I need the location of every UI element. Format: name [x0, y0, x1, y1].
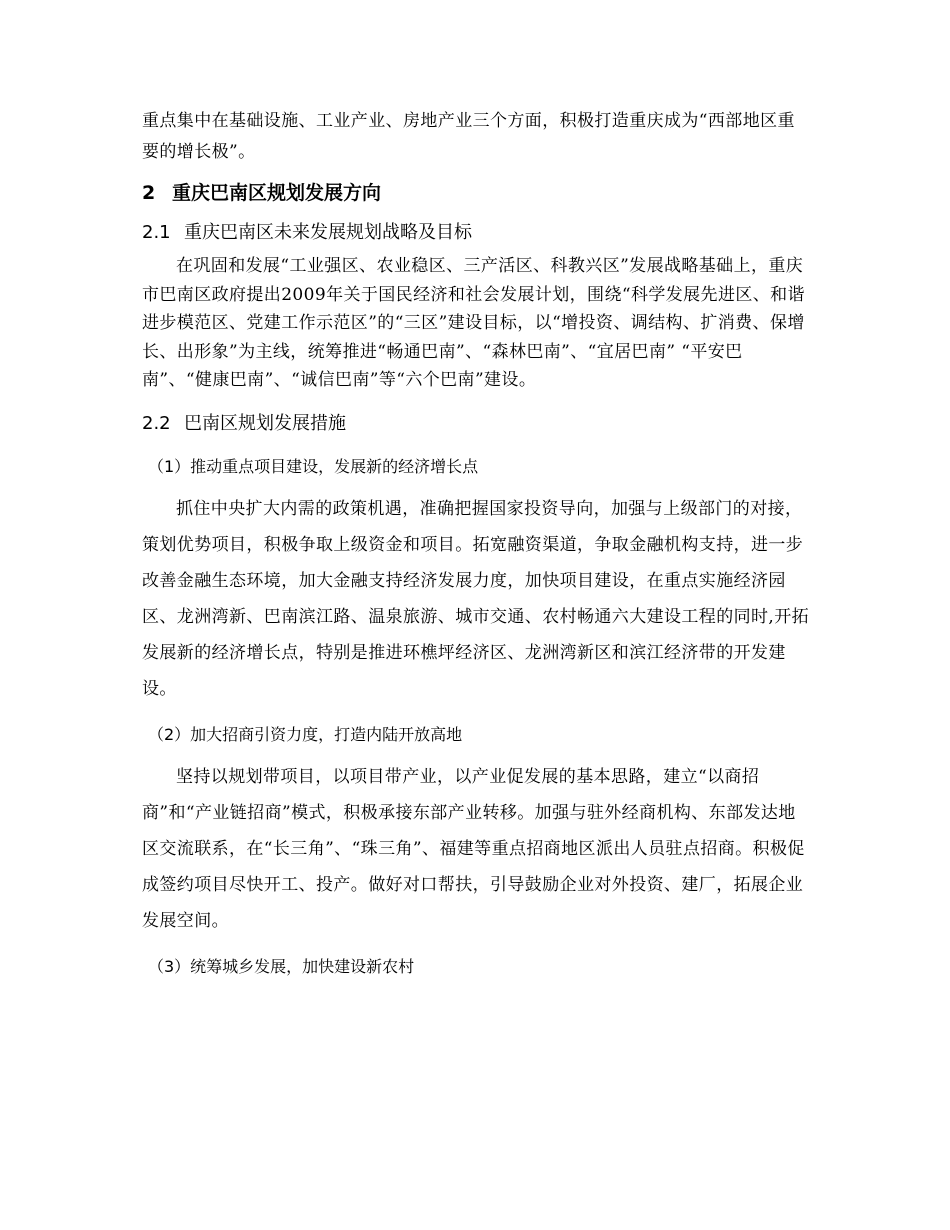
section-2-1-paragraph: 在巩固和发展“工业强区、农业稳区、三产活区、科教兴区”发展战略基础上，重庆市巴南区政府提出2009年关于国民经济和社会发展计划，围绕“科学发展先进区、和谐进步模范区、党建工作示范区”的“三区”建设目标，以“增投资、调结构、扩消费、保增长、出形象”为主线，统筹推进“畅通巴南”、“森林巴南”、“宜居巴南” “平安巴南”、“健康巴南”、“诚信巴南”等“六个巴南”建设。: [142, 256, 805, 390]
section-2-number: 2: [142, 182, 156, 204]
page-content: [142, 106, 810, 991]
section-2-title: 重庆巴南区规划发展方向: [172, 182, 382, 204]
lead-paragraph: 重点集中在基础设施、工业产业、房地产业三个方面，积极打造重庆成为“西部地区重要的增长极”。: [142, 111, 795, 162]
measure-1-paragraph: 抓住中央扩大内需的政策机遇，准确把握国家投资导向，加强与上级部门的对接，策划优势项目，积极争取上级资金和项目。拓宽融资渠道，争取金融机构支持，进一步改善金融生态环境，加大金融支持经济发展力度，加快项目建设，在重点实施经济园区、龙洲湾新、巴南滨江路、温泉旅游、城市交通、农村畅通六大建设工程的同时,开拓发展新的经济增长点，特别是推进环樵坪经济区、龙洲湾新区和滨江经济带的开发建设。: [142, 498, 810, 699]
section-2-2-title: 巴南区规划发展措施: [184, 412, 346, 434]
section-2-1-number: 2.1: [142, 222, 171, 243]
measure-2-paragraph: 坚持以规划带项目，以项目带产业，以产业促发展的基本思路，建立“以商招商”和“产业链招商”模式，积极承接东部产业转移。加强与驻外经商机构、东部发达地区交流联系，在“长三角”、“珠三角”、福建等重点招商地区派出人员驻点招商。积极促成签约项目尽快开工、投产。做好对口帮扶，引导鼓励企业对外投资、建厂，拓展企业发展空间。: [142, 766, 805, 931]
section-2-1-title: 重庆巴南区未来发展规划战略及目标: [184, 222, 472, 243]
section-2-heading: [142, 174, 810, 212]
section-2-2-heading: [142, 405, 810, 443]
measure-3-heading: （3）统筹城乡发展，加快建设新农村: [148, 956, 415, 976]
measure-2-heading: （2）加大招商引资力度，打造内陆开放高地: [148, 724, 463, 744]
measure-1-heading: （1）推动重点项目建设，发展新的经济增长点: [148, 456, 479, 476]
section-2-1-heading: [142, 214, 810, 252]
section-2-2-number: 2.2: [142, 412, 171, 434]
